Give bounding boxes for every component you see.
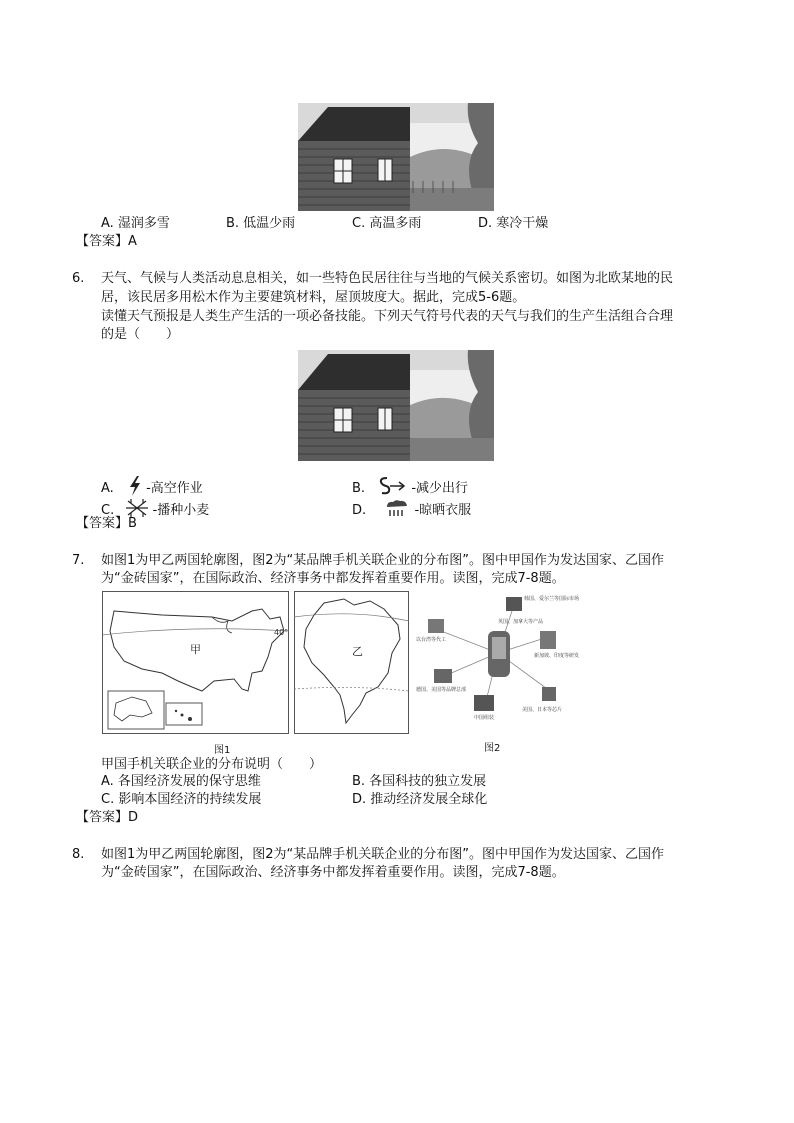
q5-answer: 【答案】A <box>76 234 137 249</box>
q8-number: 8. <box>72 847 85 862</box>
latitude-label: 40° <box>274 628 289 637</box>
q6-stem-line2: 居，该民居多用松木作为主要建筑材料，屋顶坡度大。据此，完成5-6题。 <box>101 290 526 305</box>
q8-stem-line1: 如图1为甲乙两国轮廓图，图2为“某品牌手机关联企业的分布图”。图中甲国作为发达国家、乙国作 <box>101 847 665 862</box>
q5-option-d: D. 寒冷干燥 <box>478 216 549 231</box>
q6-number: 6. <box>72 271 85 286</box>
fig2-label-rnd: 新加坡、印度等研发 <box>534 653 580 659</box>
q6-option-a: A. -高空作业 <box>101 476 203 498</box>
map-label-jia: 甲 <box>190 643 201 656</box>
q8-stem-line2: 为“金砖国家”，在国际政治、经济事务中都发挥着重要作用。读图，完成7-8题。 <box>101 865 565 880</box>
q7-number: 7. <box>72 553 85 568</box>
q6-option-c: C. -播种小麦 <box>101 499 209 520</box>
q7-option-a: A. 各国经济发展的保守思维 <box>101 774 261 789</box>
fig2-label-oem: 以台湾等代工 <box>416 637 447 643</box>
q5-option-c: C. 高温多雨 <box>352 216 422 231</box>
figure1-brazil-map <box>294 591 409 734</box>
figure2-caption: 图2 <box>484 743 501 754</box>
q6-stem-line4: 的是（ ） <box>101 327 180 342</box>
q6-option-b: B. -减少出行 <box>352 476 468 498</box>
fig2-label-products: 英国、加拿大等产品 <box>498 619 544 625</box>
house-photo-top <box>298 103 494 211</box>
map-label-yi: 乙 <box>352 645 363 658</box>
rain-cloud-icon <box>384 499 410 517</box>
q7-answer: 【答案】D <box>76 810 139 825</box>
fig2-label-chips: 美国、日本等芯片 <box>522 707 563 713</box>
q7-option-d: D. 推动经济发展全球化 <box>352 792 488 807</box>
q7-stem-line1: 如图1为甲乙两国轮廓图，图2为“某品牌手机关联企业的分布图”。图中甲国作为发达国家、乙国作 <box>101 553 665 568</box>
q7-stem-line2: 为“金砖国家”，在国际政治、经济事务中都发挥着重要作用。读图，完成7-8题。 <box>101 571 565 586</box>
q7-question: 甲国手机关联企业的分布说明（ ） <box>101 757 323 772</box>
q7-option-b: B. 各国科技的独立发展 <box>352 774 487 789</box>
fig2-label-hq: 德国、美国等品牌总部 <box>416 687 467 693</box>
q6-option-d: D. -晾晒衣服 <box>352 499 471 520</box>
house-photo-q6 <box>298 350 494 461</box>
q7-option-c: C. 影响本国经济的持续发展 <box>101 792 262 807</box>
q6-stem-line1: 天气、气候与人类活动息息相关，如一些特色民居往往与当地的气候关系密切。如图为北欧某地的民 <box>101 271 674 286</box>
lightning-icon <box>128 476 142 496</box>
sandstorm-icon <box>377 476 407 496</box>
q6-stem-line3: 读懂天气预报是人类生产生活的一项必备技能。下列天气符号代表的天气与我们的生产生活组合合理 <box>101 309 674 324</box>
fig2-label-assembly: 中国组装 <box>474 715 495 721</box>
fig2-label-market: 韩国、爱尔兰等国际市场 <box>524 596 580 602</box>
q5-option-a: A. 湿润多雪 <box>101 216 170 231</box>
figure2-phone-network <box>414 591 582 737</box>
figure1-caption: 图1 <box>214 745 231 756</box>
figure1-usa-map <box>102 591 289 734</box>
q5-option-b: B. 低温少雨 <box>226 216 296 231</box>
q6-answer: 【答案】B <box>76 516 137 531</box>
